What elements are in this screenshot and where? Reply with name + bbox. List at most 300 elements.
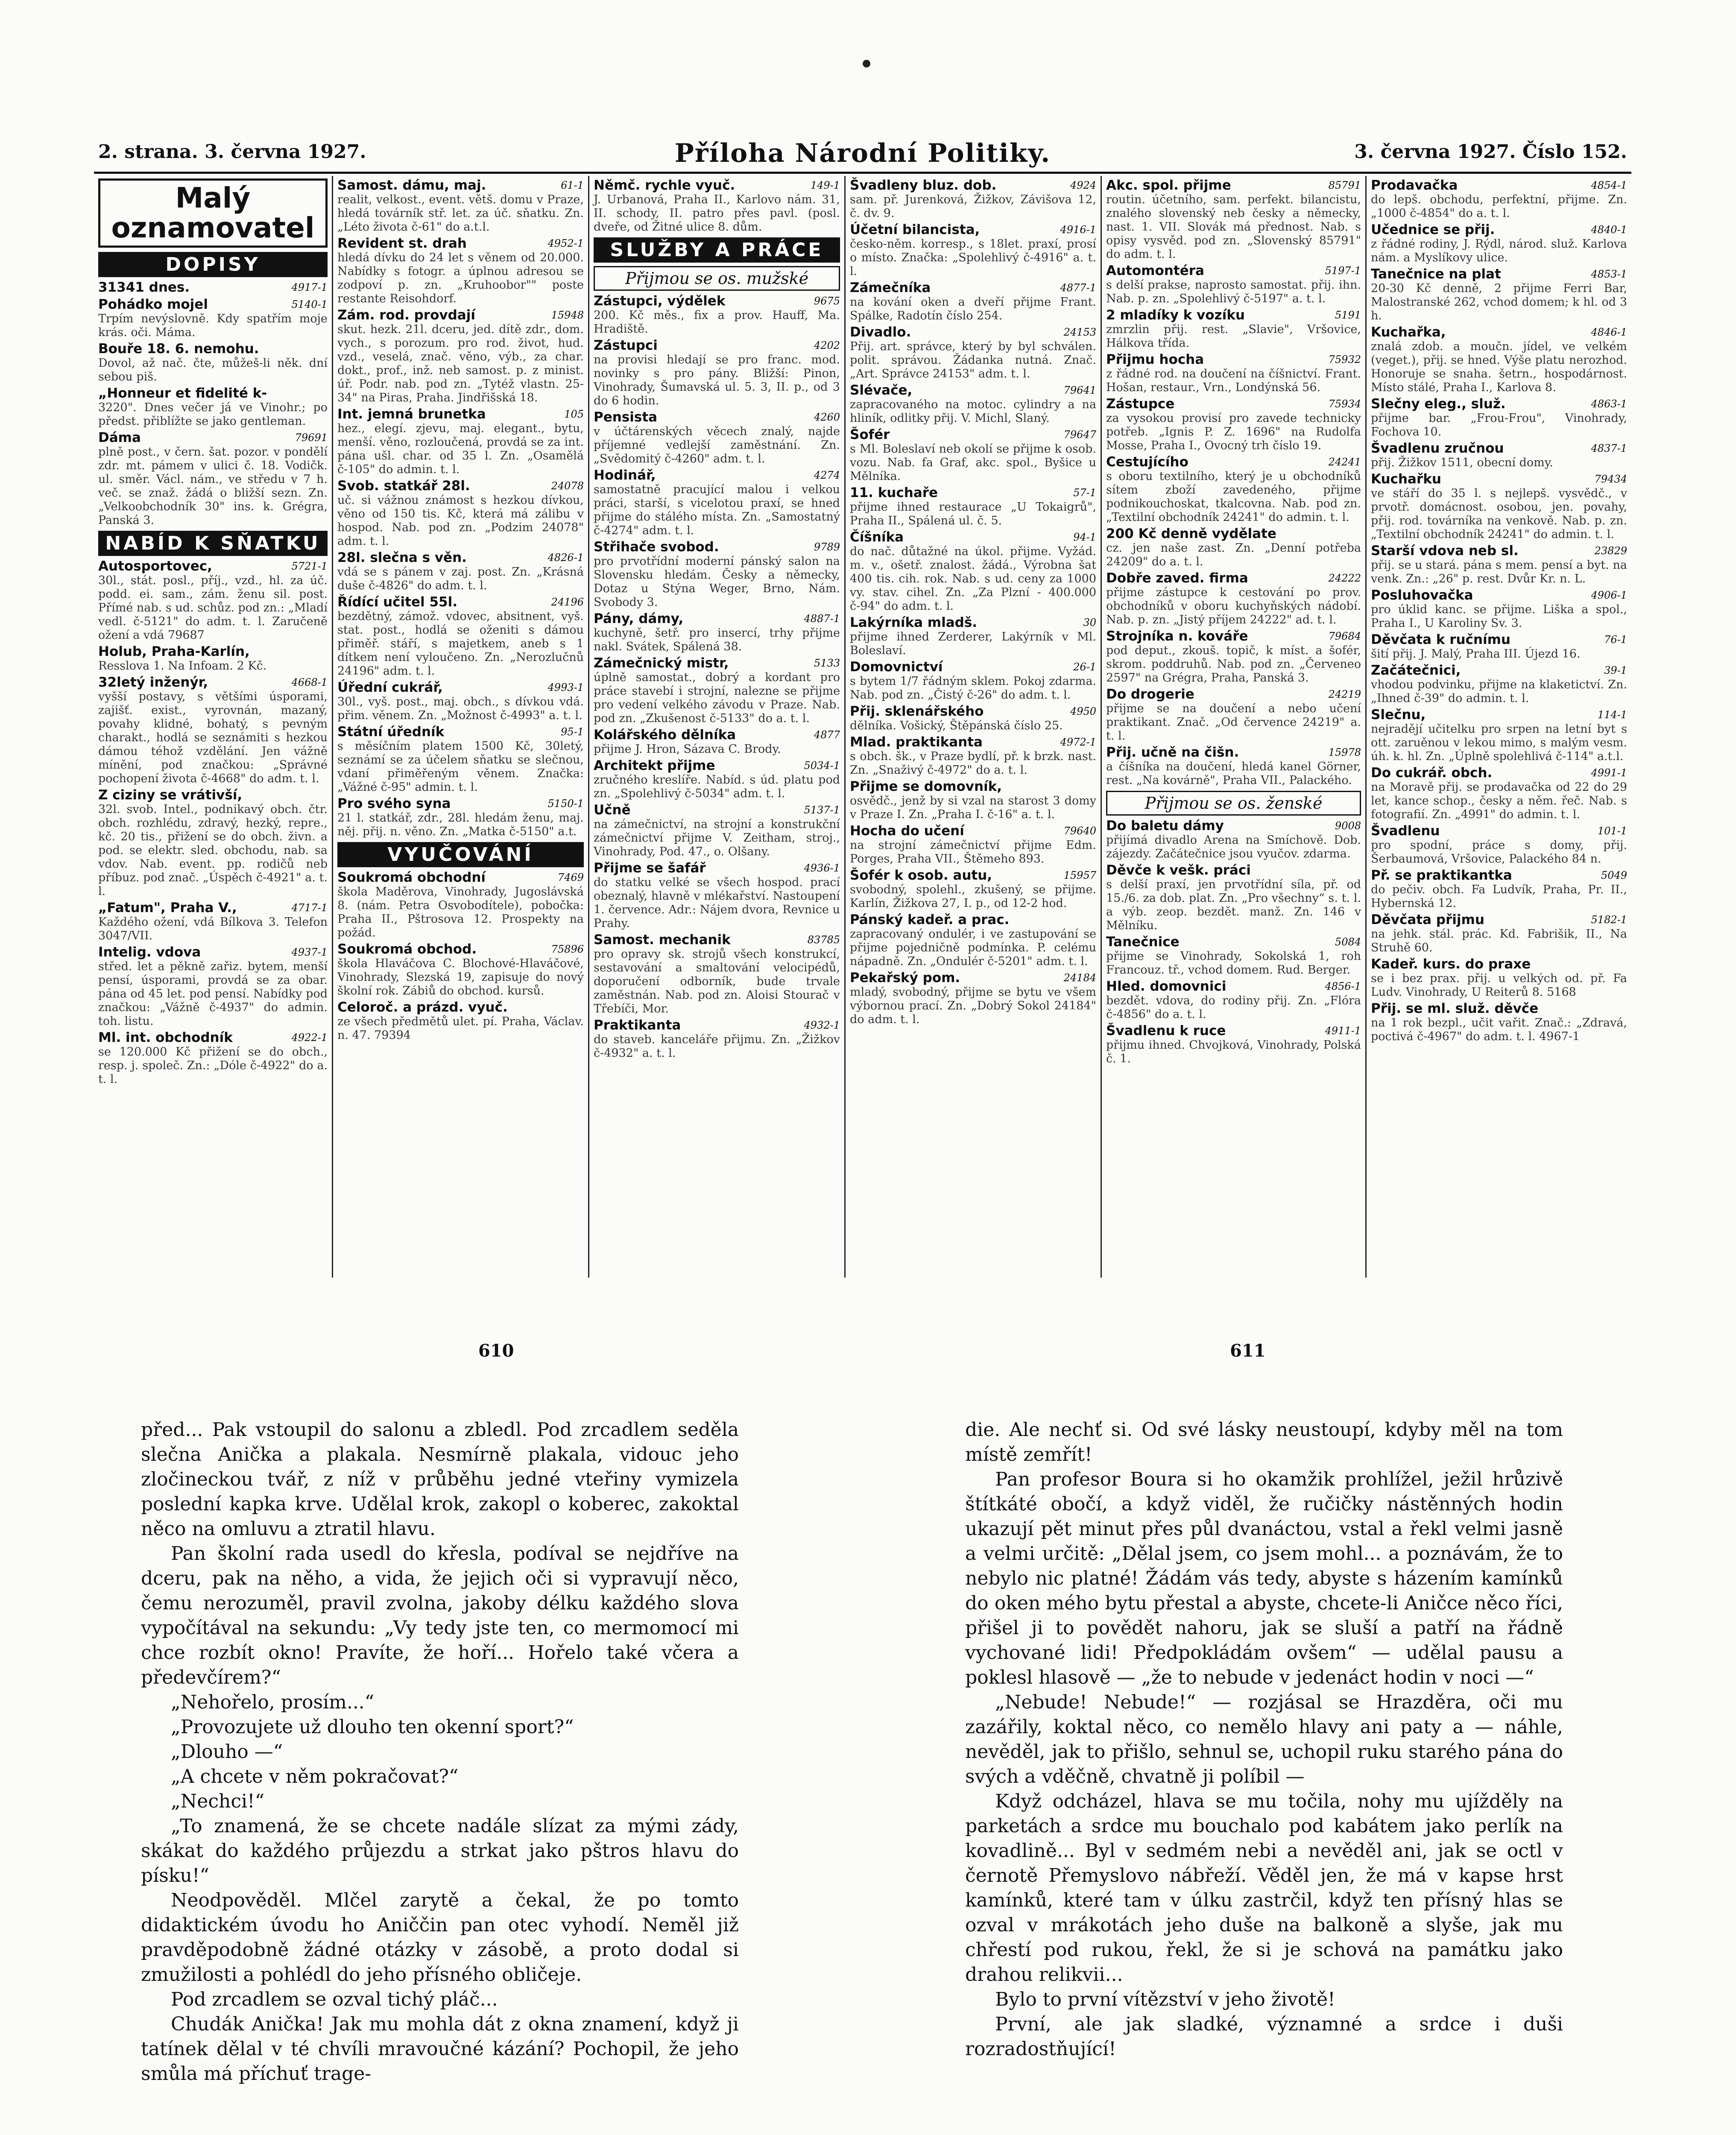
ad-number: 4924 bbox=[1070, 179, 1096, 191]
ad-heading: Švadlenu zručnou bbox=[1371, 441, 1504, 456]
classified-ad bbox=[1371, 325, 1627, 395]
ad-number: 4863-1 bbox=[1591, 398, 1627, 410]
ad-heading: Hodinář, bbox=[594, 468, 656, 483]
ad-text: bezdětný, zámož. vdovec, absitnent, vyš. stat. post., hodlá se oženiti s dámou přiměř. stáří, s majetkem, aneb s 1 dítkem není vyloučeno. Zn. „Nerozlučnů 24196" adm. t. l. bbox=[337, 610, 584, 678]
section-prijmou-zenske: Přijmou se os. ženské bbox=[1106, 791, 1361, 816]
ad-heading: 2 mladíky k vozíku bbox=[1106, 307, 1245, 323]
ad-heading: Zámečnický mistr, bbox=[594, 655, 729, 671]
ad-number: 4911-1 bbox=[1325, 1025, 1361, 1037]
ad-number: 5133 bbox=[814, 657, 840, 669]
story-paragraph: „Provozujete už dlouho ten okenní sport?“ bbox=[171, 1716, 574, 1738]
ad-number: 57-1 bbox=[1073, 487, 1096, 499]
ad-number: 4668-1 bbox=[291, 676, 328, 688]
ad-number: 79434 bbox=[1594, 473, 1627, 485]
ad-text: přijímá divadlo Arena na Smíchově. Dob. zájezdy. Začátečnice jsou vyučov. zdarma. bbox=[1106, 834, 1361, 860]
ad-number: 5191 bbox=[1335, 309, 1361, 321]
classified-ad bbox=[337, 725, 584, 794]
ad-text: osvědč., jenž by si vzal na starost 3 domy v Praze I. Zn. „Praha I. č-16" a. t. l. bbox=[850, 794, 1096, 821]
classified-ad bbox=[850, 869, 1096, 910]
ad-heading: Zástupci bbox=[594, 338, 658, 353]
classified-ad bbox=[594, 1018, 840, 1060]
ad-number: 4916-1 bbox=[1060, 224, 1096, 236]
ad-text: na kování oken a dveří přijme Frant. Spálke, Radotín číslo 254. bbox=[850, 295, 1096, 322]
ad-text: s Ml. Boleslaví neb okolí se přijme k osob. vozu. Nab. fa Graf, akc. spol., Byšice u Mělníka. bbox=[850, 442, 1096, 483]
classified-ad bbox=[1371, 588, 1627, 630]
ad-number: 149-1 bbox=[810, 179, 840, 191]
ad-text: na zámečnictví, na strojní a konstrukční zámečnictví přijme V. Zeitham, stroj., Vinohrady, Pod. 47., o. Olšany. bbox=[594, 818, 840, 858]
ad-text: dělníka. Vošický, Štěpánská číslo 25. bbox=[850, 719, 1063, 732]
ad-number: 4717-1 bbox=[291, 902, 328, 914]
ad-number: 4906-1 bbox=[1591, 589, 1627, 601]
ad-text: mladý, svobodný, přijme se bytu ve všem výbornou prací. Zn. „Dobrý Sokol 24184" do adm. t. l. bbox=[850, 986, 1096, 1026]
classified-ad bbox=[98, 386, 328, 428]
ad-heading: Zástupci, výdělek bbox=[594, 293, 726, 309]
classified-ad bbox=[1106, 353, 1361, 395]
ad-number: 15978 bbox=[1328, 746, 1361, 758]
ad-number: 4952-1 bbox=[547, 237, 584, 249]
classified-ad bbox=[594, 339, 840, 408]
ad-text: s delší prakse, naprosto samostat. přij. ihn. Nab. p. zn. „Spolehlivý č-5197" a. t. l. bbox=[1106, 278, 1361, 305]
print-mark bbox=[863, 60, 870, 67]
ad-heading: Kadeř. kurs. do praxe bbox=[1371, 956, 1531, 972]
classified-ad bbox=[1106, 178, 1361, 261]
ad-text: routin. účetního, sam. perfekt. bilancistu, znalého slovenský neb česky a německy, nast. 1. VII. Slovák má přednost. Nab. s opisy vysvěd. pod zn. „Slovenský 85791" do adm. t. l. bbox=[1106, 193, 1361, 261]
ad-text: samostatně pracující malou i velkou práci, starší, s vicelotou praxí, se hned přijme do stálého místa. Zn. „Samostatný č-4274" adm. t. l. bbox=[594, 483, 840, 537]
section-prijmou-muzske: Přijmou se os. mužské bbox=[594, 266, 840, 291]
ad-text: na strojní zámečnictví přijme Edm. Porges, Praha VII., Štěmeho 893. bbox=[850, 839, 1096, 866]
story-paragraph: „Nechci!“ bbox=[171, 1790, 265, 1812]
ad-number: 24153 bbox=[1063, 326, 1096, 338]
story-paragraph: „To znamená, že se chcete nadále slízat za mými zády, skákat do každého průjezdu a strkat jako pštros hlavu do písku!“ bbox=[141, 1815, 739, 1886]
ad-heading: Cestujícího bbox=[1106, 454, 1189, 470]
ad-heading: Děvčata k ručnímu bbox=[1371, 632, 1511, 647]
ad-number: 24222 bbox=[1328, 572, 1361, 584]
ad-heading: Celoroč. a prázd. vyuč. bbox=[337, 1000, 508, 1015]
ad-number: 4950 bbox=[1070, 705, 1096, 717]
classified-ad bbox=[594, 612, 840, 654]
classified-ad bbox=[1371, 442, 1627, 470]
ad-heading: Akc. spol. přijme bbox=[1106, 178, 1231, 193]
ad-heading: „Fatum", Praha V., bbox=[98, 900, 237, 915]
ad-number: 4922-1 bbox=[291, 1032, 328, 1044]
ad-number: 7469 bbox=[557, 872, 584, 883]
classified-ad bbox=[1106, 455, 1361, 524]
page-number-right: 611 bbox=[1230, 1341, 1266, 1361]
ad-heading: Pekařský pom. bbox=[850, 970, 960, 986]
ad-number: 4826-1 bbox=[547, 552, 584, 564]
ad-number: 9789 bbox=[814, 541, 840, 553]
ad-text: na Moravě přij. se prodavačka od 22 do 29 let, kance schop., česky a něm. řeč. Nab. s fotografií. Zn. „4991" do admin. t. l. bbox=[1371, 781, 1627, 821]
ad-heading: Soukromá obchod. bbox=[337, 942, 477, 957]
ad-text: přijme J. Hron, Sázava C. Brody. bbox=[594, 743, 781, 756]
ad-heading: Autosportovec, bbox=[98, 559, 212, 574]
classified-ad bbox=[850, 178, 1096, 220]
ad-number: 4260 bbox=[814, 411, 840, 423]
ad-heading: Int. jemná brunetka bbox=[337, 407, 486, 422]
ad-heading: Hled. domovnici bbox=[1106, 979, 1227, 994]
ad-heading: „Honneur et fidelité k- bbox=[98, 386, 267, 401]
ad-text: 32l. svob. Intel., podnikavý obch. čtr. obch. rozhlédu, zdravý, hezký, repre., kč. 20 tis., přižení se do obch. živn. a pod. se elektr. sled. obchodu, nab. sa vdov. Nab. event. pp. rodičů neb příbuz. pod znač. „Úspěch č-4921" a. t. l. bbox=[98, 803, 328, 898]
ad-heading: Střihače svobod. bbox=[594, 539, 719, 555]
classified-ad bbox=[1106, 746, 1361, 787]
ad-number: 5084 bbox=[1335, 936, 1361, 948]
ad-number: 61-1 bbox=[561, 179, 584, 191]
ad-text: z řádné rod. na doučení na číšnictví. Frant. Hošan, restaur., Vrn., Londýnská 56. bbox=[1106, 367, 1361, 394]
ad-number: 24078 bbox=[551, 480, 584, 492]
ad-number: 4856-1 bbox=[1325, 980, 1361, 992]
classified-ad bbox=[850, 486, 1096, 528]
ad-column-5 bbox=[1102, 176, 1367, 1278]
classified-ad bbox=[1371, 824, 1627, 866]
ad-column-6 bbox=[1367, 176, 1631, 1278]
classified-ad bbox=[594, 933, 840, 1016]
ad-heading: Samost. mechanik bbox=[594, 932, 731, 948]
ad-text: pro prvotřídní moderní pánský salon na Slovensku hledám. Česky a německy, Dotaz u Stýna Weger, Brno, Nám. Svobody 3. bbox=[594, 555, 840, 609]
story-paragraph: Neodpověděl. Mlčel zarytě a čekal, že po tomto didaktickém úvodu ho Aniččin pan otec vyhodí. Neměl již pravděpodobně žádné otázky v zásobě, a proto dodal si zmužilosti a pohlédl do jeho přísného obličeje. bbox=[141, 1889, 739, 1986]
classified-ad bbox=[1106, 1024, 1361, 1066]
ad-text: přijme se Vinohrady, Sokolská 1, roh Francouz. tř., vchod domem. Rud. Berger. bbox=[1106, 950, 1361, 977]
ad-number: 5137-1 bbox=[804, 804, 840, 816]
ad-text: střed. let a pěkně zařiz. bytem, menší pensí, úsporami, provdá se za obar. pána od 45 let. pod pensí. Nabídky pod značkou: „Vážně č-4937" do admin. toh. listu. bbox=[98, 960, 328, 1028]
ad-text: cz. jen naše zast. Zn. „Denní potřeba 24209" do a. t. l. bbox=[1106, 541, 1361, 568]
ad-number: 5182-1 bbox=[1591, 914, 1627, 926]
ad-text: Resslova 1. Na Infoam. 2 Kč. bbox=[98, 659, 267, 673]
story-left-column bbox=[141, 1418, 739, 2086]
classified-ad bbox=[98, 342, 328, 384]
ad-heading: Úřední cukrář, bbox=[337, 680, 443, 695]
classified-ad bbox=[1371, 869, 1627, 910]
ad-text: ve stáří do 35 l. s nejlepš. vysvědč., v prvotř. domácnost. osobou, jen. povahy, přij. rod. továrníka na venkově. Nab. p. zn. „Textilní obchodník 24241" do admin. t. l. bbox=[1371, 487, 1627, 541]
ad-text: s obch. šk., v Praze bydlí, př. k brzk. nast. Zn. „Snaživý č-4972" do a. t. l. bbox=[850, 750, 1096, 777]
ad-text: plně post., v čern. šat. pozor. v pondělí zdr. mt. pámem v ulici č. 18. Vodičk. ul. směr. Václ. nám., ve středu v 7 h. več. se znaž. žádá o bližší sezn. Zn. „Velkoobchodník 30" ins. k. Grégra, Panská 3. bbox=[98, 445, 328, 527]
classified-ad bbox=[1371, 1002, 1627, 1044]
ad-text: přijme ihned restaurace „U Tokaigrů", Praha II., Spálená ul. č. 5. bbox=[850, 500, 1096, 527]
classified-ad bbox=[1371, 472, 1627, 541]
ad-heading: Strojníka n. kováře bbox=[1106, 629, 1248, 644]
classified-ad bbox=[1106, 935, 1361, 977]
classified-ad bbox=[337, 797, 584, 839]
ad-text: se 120.000 Kč přižení se do obch., resp. j. společ. Zn.: „Dóle č-4922" do a. t. l. bbox=[98, 1045, 328, 1086]
classified-ad bbox=[98, 945, 328, 1028]
ad-column-1 bbox=[94, 176, 333, 1278]
ad-text: přij. se u stará. pána s mem. pensí a byt. na venk. Zn.: „26" p. rest. Dvůr Kr. n. L. bbox=[1371, 559, 1627, 585]
header-rule bbox=[94, 172, 1631, 174]
story-paragraph: „Nebude! Nebude!“ — rozjásal se Hrazděra, oči mu zazářily, koktal něco, co nemělo hlavy ani paty a — náhle, nevěděl, jak to přišlo, sehnul se, uchopil ruku starého pána do svých a vděčně, chvatně ji políbil — bbox=[965, 1691, 1563, 1787]
ad-text: v účtárenských věcech znalý, najde příjemné vedlejší zaměstnání. Zn. „Svědomitý č-4260" adm. t. l. bbox=[594, 425, 840, 465]
ad-heading: Posluhovačka bbox=[1371, 588, 1473, 603]
classified-ad bbox=[850, 705, 1096, 733]
ad-number: 30 bbox=[1083, 617, 1096, 629]
ad-text: za vysokou provisí pro zavede technicky potřeb. „Ignis P. Z. 1696" na Rudolfa Mosse, Praha I., Ovocný trh číslo 19. bbox=[1106, 412, 1361, 452]
ad-heading: Začátečnici, bbox=[1371, 663, 1461, 678]
classified-ad bbox=[1371, 544, 1627, 586]
ad-heading: Pro svého syna bbox=[337, 796, 451, 811]
classified-ad bbox=[337, 407, 584, 477]
ad-number: 4854-1 bbox=[1591, 179, 1627, 191]
classified-ad bbox=[337, 237, 584, 306]
ad-number: 4991-1 bbox=[1591, 767, 1627, 779]
ad-column-4 bbox=[846, 176, 1102, 1278]
ad-number: 5140-1 bbox=[291, 298, 328, 310]
classified-ad bbox=[1371, 957, 1627, 999]
ad-text: zapracovaný ondulér, i ve zastupování se přijme pojedničně podmínka. P. celému nápadně. Zn. „Ondulér č-5201" adm. t. l. bbox=[850, 927, 1096, 968]
ad-text: pro úklid kanc. se přijme. Liška a spol., Praha I., U Karoliny Sv. 3. bbox=[1371, 603, 1627, 630]
ad-heading: Učně bbox=[594, 802, 631, 818]
ad-heading: Státní úředník bbox=[337, 724, 445, 740]
ad-number: 9008 bbox=[1335, 820, 1361, 832]
classified-ad bbox=[850, 616, 1096, 658]
classified-ad bbox=[850, 971, 1096, 1027]
ad-number: 79647 bbox=[1063, 429, 1096, 441]
ad-number: 39-1 bbox=[1604, 664, 1627, 676]
ad-number: 4993-1 bbox=[547, 681, 584, 693]
ad-heading: Dáma bbox=[98, 430, 141, 445]
ad-text: 30l., vyš. post., maj. obch., s dívkou vdá. přim. věnem. Zn. „Možnost č-4993" a. t. l. bbox=[337, 695, 584, 722]
ad-number: 101-1 bbox=[1597, 825, 1627, 837]
ad-text: skut. hezk. 21l. dceru, jed. dítě zdr., dom. vych., s porozum. pro rod. život, hud. vzd., veselá, znač. věno, výb., za char. dokt., prof., inž. neb samost. p. z minist. úř. Podr. nab. pod zn. „Tytéž vlastn. 25-34" na Piras, Praha. Jindřišská 18. bbox=[337, 323, 584, 404]
ad-heading: Zám. rod. provdají bbox=[337, 307, 475, 323]
ad-heading: 31341 dnes. bbox=[98, 280, 190, 295]
ad-text: uč. si vážnou známost s hezkou dívkou, věno od 150 tis. Kč, která má zálibu v hospod. Nab. pod zn. „Podzim 24078" adm. t. l. bbox=[337, 494, 584, 548]
classified-ad bbox=[1371, 633, 1627, 661]
ad-heading: Přijmu hocha bbox=[1106, 352, 1204, 367]
ad-number: 24184 bbox=[1063, 972, 1096, 984]
classified-ad bbox=[1106, 397, 1361, 453]
ad-text: zručného kreslíře. Nabíd. s úd. platu pod zn. „Spolehlivý č-5034" adm. t. l. bbox=[594, 773, 840, 800]
classified-ad bbox=[594, 540, 840, 609]
ad-heading: Slečnu, bbox=[1371, 707, 1426, 722]
classified-ad bbox=[337, 178, 584, 234]
ad-number: 4917-1 bbox=[291, 281, 328, 293]
ad-text: šití přij. J. Malý, Praha III. Újezd 16. bbox=[1371, 647, 1581, 661]
classified-ad bbox=[337, 871, 584, 940]
story-paragraph: První, ale jak sladké, významné a srdce i duši rozradostňující! bbox=[965, 2013, 1563, 2060]
story-paragraph: Pod zrcadlem se ozval tichý pláč... bbox=[171, 1989, 498, 2010]
classified-ad bbox=[850, 780, 1096, 822]
ad-number: 5034-1 bbox=[804, 760, 840, 772]
ad-heading: Zámečníka bbox=[850, 280, 931, 295]
story-paragraph: die. Ale nechť si. Od své lásky neustoupí, kdyby měl na tom místě zemřít! bbox=[965, 1419, 1563, 1465]
story-paragraph: Bylo to první vítězství v jeho životě! bbox=[995, 1989, 1335, 2010]
ad-heading: Pensista bbox=[594, 409, 658, 425]
classified-ad bbox=[1106, 863, 1361, 933]
ad-text: zapracovaného na motoc. cylindry a na hliník, odlitky přij. V. Michl, Slaný. bbox=[850, 398, 1096, 425]
ad-text: sam. př. Jurenková, Žižkov, Závišova 12, č. dv. 9. bbox=[850, 193, 1096, 220]
ad-text: 3220". Dnes večer já ve Vinohr.; po předst. přiblížte se jako gentleman. bbox=[98, 401, 328, 428]
ad-heading: Hocha do učení bbox=[850, 823, 964, 839]
classified-ad bbox=[337, 479, 584, 548]
ad-heading: Děvče k vešk. práci bbox=[1106, 863, 1251, 878]
ad-number: 105 bbox=[564, 408, 584, 420]
classified-ad bbox=[1106, 264, 1361, 306]
ad-number: 24219 bbox=[1328, 688, 1361, 700]
ad-heading: Holub, Praha-Karlín, bbox=[98, 644, 250, 659]
ad-number: 15948 bbox=[551, 309, 584, 321]
ad-number: 4853-1 bbox=[1591, 268, 1627, 280]
ad-text: úplně samostat., dobrý a kordant pro práce stavebí i strojní, nalezne se přijme pro vedení velkého závodu v Praze. Nab. pod zn. „Zkušenost č-5133" do a. t. l. bbox=[594, 671, 840, 725]
ad-text: s bytem 1/7 řádným sklem. Pokoj zdarma. Nab. pod zn. „Čistý č-26" do adm. t. l. bbox=[850, 675, 1096, 702]
page-header bbox=[98, 138, 1627, 171]
ad-number: 75932 bbox=[1328, 354, 1361, 366]
ad-number: 75934 bbox=[1328, 398, 1361, 410]
classified-ad bbox=[98, 559, 328, 642]
ad-text: zmrzlin přij. rest. „Slavie", Vršovice, Hálkova třída. bbox=[1106, 323, 1361, 350]
ad-number: 4202 bbox=[814, 339, 840, 351]
ad-heading: Ml. int. obchodník bbox=[98, 1030, 233, 1045]
classified-ad bbox=[98, 788, 328, 898]
ad-heading: Švadlenu k ruce bbox=[1106, 1023, 1226, 1038]
masthead-line2: oznamovatel bbox=[111, 211, 315, 244]
ad-heading: Svob. statkář 28l. bbox=[337, 478, 470, 494]
ad-heading: Slévače, bbox=[850, 383, 913, 398]
ad-text: svobodný, spolehl., zkušený, se přijme. Karlín, Žižkova 27, I. p., od 12-2 hod. bbox=[850, 883, 1096, 910]
classified-ad bbox=[98, 281, 328, 295]
ad-text: přijme zástupce k cestování po prov. obchodníků v oboru kuchyňských nádobí. Nab. p. zn. „Jistý příjem 24222" ad. t. l. bbox=[1106, 586, 1361, 626]
ad-heading: Divadlo. bbox=[850, 325, 911, 340]
ad-number: 24241 bbox=[1328, 456, 1361, 468]
ad-text: pro opravy sk. strojů všech konstrukcí, sestavování a smaltování velocipédů, doporučení odborník, bude trvale zaměstnán. Nab. pod zn. Aloisi Stourač v Třebíči, Mor. bbox=[594, 948, 840, 1015]
ad-number: 4846-1 bbox=[1591, 326, 1627, 338]
ad-heading: Z ciziny se vrátivší, bbox=[98, 787, 243, 803]
ad-text: přijmu ihned. Chvojková, Vinohrady, Polská č. 1. bbox=[1106, 1038, 1361, 1065]
story-paragraph: před... Pak vstoupil do salonu a zbledl. Pod zrcadlem seděla slečna Anička a plakala. Nesmírně plakala, vidouc jeho zločineckou tvář, z níž v průběhu jedné vteřiny vymizela poslední kapka krve. Udělal krok, zakopl o koberec, zakoktal něco na omluvu a ztratil hlavu. bbox=[141, 1419, 739, 1540]
story-paragraph: Pan profesor Boura si ho okamžik prohlížel, ježil hrůzivě štítkáté obočí, a když viděl, že ručičky nástěnných hodin ukazují pět minut přes půl dvanáctou, vstal a řekl velmi jasně a velmi určitě: „Dělal jsem, co jsem mohl... a poznávám, že to nebylo nic platné! Žádám vás tedy, abyste s házením kamínků do oken mého bytu přestal a abyste, chcete-li Aničce něco říci, přišel ji to povědět nahoru, jak se sluší a patří na řádně vychované lidi! Předpokládám ovšem“ — udělal pausu a poklesl hlasově — „že to nebude v jedenáct hodin v noci —“ bbox=[965, 1468, 1563, 1688]
ad-heading: Pohádko mojel bbox=[98, 297, 208, 312]
ad-heading: Př. se praktikantka bbox=[1371, 868, 1512, 883]
ad-text: vhodou podvinku, přijme na klaketictví. Zn. „Ihned č-39" do admin. t. l. bbox=[1371, 678, 1627, 705]
classified-ad bbox=[1106, 527, 1361, 569]
ad-heading: Soukromá obchodní bbox=[337, 870, 486, 885]
ad-heading: Švadleny bluz. dob. bbox=[850, 178, 997, 193]
classified-ad bbox=[850, 428, 1096, 483]
ad-number: 114-1 bbox=[1597, 709, 1627, 721]
ad-number: 79641 bbox=[1063, 384, 1096, 396]
classified-ad bbox=[1106, 980, 1361, 1021]
ad-heading: Šofér k osob. autu, bbox=[850, 868, 992, 883]
classified-ad bbox=[594, 656, 840, 725]
ad-heading: 11. kuchaře bbox=[850, 485, 938, 500]
ad-number: 75896 bbox=[551, 943, 584, 955]
ad-number: 94-1 bbox=[1073, 531, 1096, 543]
classified-ad bbox=[850, 383, 1096, 425]
classified-ad bbox=[850, 530, 1096, 613]
ad-heading: Děvčata přijmu bbox=[1371, 912, 1484, 927]
story-paragraph: Když odcházel, hlava se mu točila, nohy mu ujížděly na parketách a srdce mu bouchalo pod kabátem jako perlík na kovadlině... Byl v sedmém nebi a nevěděl ani, jak se octl v černotě Přemyslovo nábřeží. Věděl jen, že má v kapse hrst kamínků, které tam v úlku zastrčil, když ten přísný hlas se ozval v mrákotách jeho duše na balkoně a slyše, jak mu chřestí pod rukou, řekl, že si je schová na památku jako drahou relikvii... bbox=[965, 1790, 1563, 1986]
ad-number: 4877-1 bbox=[1060, 282, 1096, 294]
ad-heading: Pány, dámy, bbox=[594, 611, 684, 626]
classified-ads bbox=[94, 176, 1631, 1278]
ad-number: 4837-1 bbox=[1591, 442, 1627, 454]
page-number-left: 610 bbox=[478, 1341, 514, 1361]
ad-heading: Lakýrníka mladš. bbox=[850, 615, 978, 630]
classified-ad bbox=[594, 759, 840, 801]
ad-text: se i bez prax. přij. u velkých od. př. Fa Ludv. Vinohrady, U Reiterů 8. 5168 bbox=[1371, 972, 1627, 999]
ad-text: do staveb. kanceláře přijmu. Zn. „Žižkov č-4932" a. t. l. bbox=[594, 1033, 840, 1060]
ad-heading: Domovnictví bbox=[850, 659, 943, 675]
classified-ad bbox=[850, 824, 1096, 866]
ad-text: na provisi hledají se pro franc. mod. novinky s pro pány. Bližší: Pinon, Vinohrady, Šumavská ul. 5. 3, II. p., od 3 do 6 hodin. bbox=[594, 353, 840, 407]
ad-text: realit, velkost., event. větš. domu v Praze, hledá továrník stř. let. za úč. sňatku. Zn. „Léto života č-61" do a.t.l. bbox=[337, 193, 584, 234]
ad-number: 15957 bbox=[1063, 869, 1096, 881]
header-right: 3. června 1927. Číslo 152. bbox=[1354, 141, 1627, 163]
ad-heading: Přij. sklenářského bbox=[850, 704, 984, 719]
ad-text: pro spodní, práce s domy, přij. Šerbaumová, Vršovice, Palackého 84 n. bbox=[1371, 839, 1627, 866]
masthead bbox=[98, 178, 328, 248]
ad-text: do pečiv. obch. Fa Ludvík, Praha, Pr. II., Hybernská 12. bbox=[1371, 883, 1627, 910]
ad-text: pod deput., zkouš. topič, k míst. a šofér, skrom. poddruhů. Nab. pod zn. „Červeneo 2597" na Grégra, Praha, Panská 3. bbox=[1106, 644, 1361, 684]
section-sluzby: SLUŽBY A PRÁCE bbox=[594, 237, 840, 263]
classified-ad bbox=[594, 803, 840, 859]
ad-text: česko-něm. korresp., s 18let. praxí, prosí o místo. Značka: „Spolehlivý č-4916" a. t. l. bbox=[850, 237, 1096, 278]
ad-text: bezdět. vdova, do rodiny přij. Zn. „Flóra č-4856" do a. t. l. bbox=[1106, 994, 1361, 1021]
ad-number: 95-1 bbox=[561, 726, 584, 738]
ad-heading: Přij. učně na čišn. bbox=[1106, 745, 1239, 760]
classified-ad bbox=[1106, 819, 1361, 861]
ad-number: 5721-1 bbox=[291, 560, 328, 572]
ad-heading: Švadlenu bbox=[1371, 823, 1440, 839]
ad-text: Dovol, až nač. čte, můžeš-li něk. dní sebou piš. bbox=[98, 357, 328, 383]
ad-text: škola Hlaváčova C. Blochové-Hlaváčové, Vinohrady, Slezská 19, zapisuje do nový školní rok. Zábiů do obchod. kursů. bbox=[337, 957, 584, 997]
classified-ad bbox=[337, 1000, 584, 1042]
story-right-column bbox=[965, 1418, 1563, 2062]
classified-ad bbox=[1371, 223, 1627, 265]
ad-text: a číšníka na doučení, hledá kanel Görner, rest. „Na kovárně", Praha VII., Palackého. bbox=[1106, 760, 1361, 787]
ad-text: z řádné rodiny, J. Rýdl, národ. služ. Karlova nám. a Myslíkovy ulice. bbox=[1371, 237, 1627, 264]
ad-heading: Kolářského dělníka bbox=[594, 727, 736, 743]
classified-ad bbox=[337, 308, 584, 405]
ad-text: do lepš. obchodu, perfektní, přijme. Zn. „1000 č-4854" do a. t. l. bbox=[1371, 193, 1627, 220]
ad-text: Přij. art. správce, který by byl schválen. polit. správou. Žádanka nutná. Znač. „Art. Správce 24153" adm. t. l. bbox=[850, 340, 1096, 380]
ad-number: 23829 bbox=[1594, 545, 1627, 557]
ad-text: 30l., stát. posl., příj., vzd., hl. za úč. podd. ei. sam., zám. ženu sil. post. Přímé nab. s ud. schůz. pod zn.: „Mladí vedl. č-5121" do adm. t. l. Zaručeně ožení a vdá 79687 bbox=[98, 574, 328, 642]
classified-ad bbox=[98, 645, 328, 673]
classified-ad bbox=[850, 223, 1096, 278]
classified-ad bbox=[98, 1031, 328, 1086]
classified-ad bbox=[1371, 913, 1627, 955]
header-left: 2. strana. 3. června 1927. bbox=[98, 141, 366, 163]
ad-number: 4877 bbox=[814, 729, 840, 741]
classified-ad bbox=[1106, 571, 1361, 627]
ad-number: 79684 bbox=[1328, 630, 1361, 642]
ad-text: s oboru textilního, který je u obchodníků sítem zboží zavedeného, přijme podnikouchoskat, tkalcovna. Nab. pod zn. „Textilní obchodník 24241" do admin. t. l. bbox=[1106, 470, 1361, 524]
ad-number: 9675 bbox=[814, 295, 840, 307]
ad-number: 4274 bbox=[814, 469, 840, 481]
classified-ad bbox=[337, 942, 584, 998]
ad-number: 5197-1 bbox=[1325, 265, 1361, 277]
ad-heading: 32letý inženýr, bbox=[98, 675, 208, 690]
section-nabid: NABÍD K SŇATKU bbox=[98, 531, 328, 556]
story-paragraph: Pan školní rada usedl do křesla, podíval se nejdříve na dceru, pak na něho, a vida, že jejich oči si vypravují něco, čemu nerozuměl, pravil zvolna, jakoby délku každého slova vypočítával na sekundu: „Vy tedy jste ten, co mermomocí mi chce rozbít okno! Pravíte, že hoří... Hořelo také včera a předevčírem?“ bbox=[141, 1543, 739, 1688]
ad-heading: 28l. slečna s věn. bbox=[337, 550, 467, 565]
ad-text: škola Maděrova, Vinohrady, Jugoslávská 8. (nám. Petra Osvobodítele), pobočka: Praha II., Pštrosova 12. Prospekty na požád. bbox=[337, 885, 584, 939]
classified-ad bbox=[98, 431, 328, 527]
classified-ad bbox=[1371, 267, 1627, 323]
ad-text: kuchyně, šetř. pro insercí, trhy přijme nakl. Svátek, Spálená 38. bbox=[594, 626, 840, 653]
ad-heading: Bouře 18. 6. nemohu. bbox=[98, 341, 259, 357]
ad-number: 79640 bbox=[1063, 825, 1096, 837]
ad-heading: Kuchařka, bbox=[1371, 325, 1446, 340]
ad-heading: Prodavačka bbox=[1371, 178, 1458, 193]
ad-text: 20-30 Kč denně, 2 přijme Ferri Bar, Malostranské 262, vchod domem; k hl. od 3 h. bbox=[1371, 282, 1627, 322]
classified-ad bbox=[594, 468, 840, 538]
ad-heading: Řídící učitel 55l. bbox=[337, 594, 457, 610]
ad-text: přijme bar. „Frou-Frou", Vinohrady, Fochova 10. bbox=[1371, 412, 1627, 439]
ad-heading: Do baletu dámy bbox=[1106, 818, 1224, 834]
ad-number: 4937-1 bbox=[291, 946, 328, 958]
ad-heading: 200 Kč denně vydělate bbox=[1106, 526, 1276, 541]
classified-ad bbox=[337, 551, 584, 593]
classified-ad bbox=[850, 660, 1096, 702]
